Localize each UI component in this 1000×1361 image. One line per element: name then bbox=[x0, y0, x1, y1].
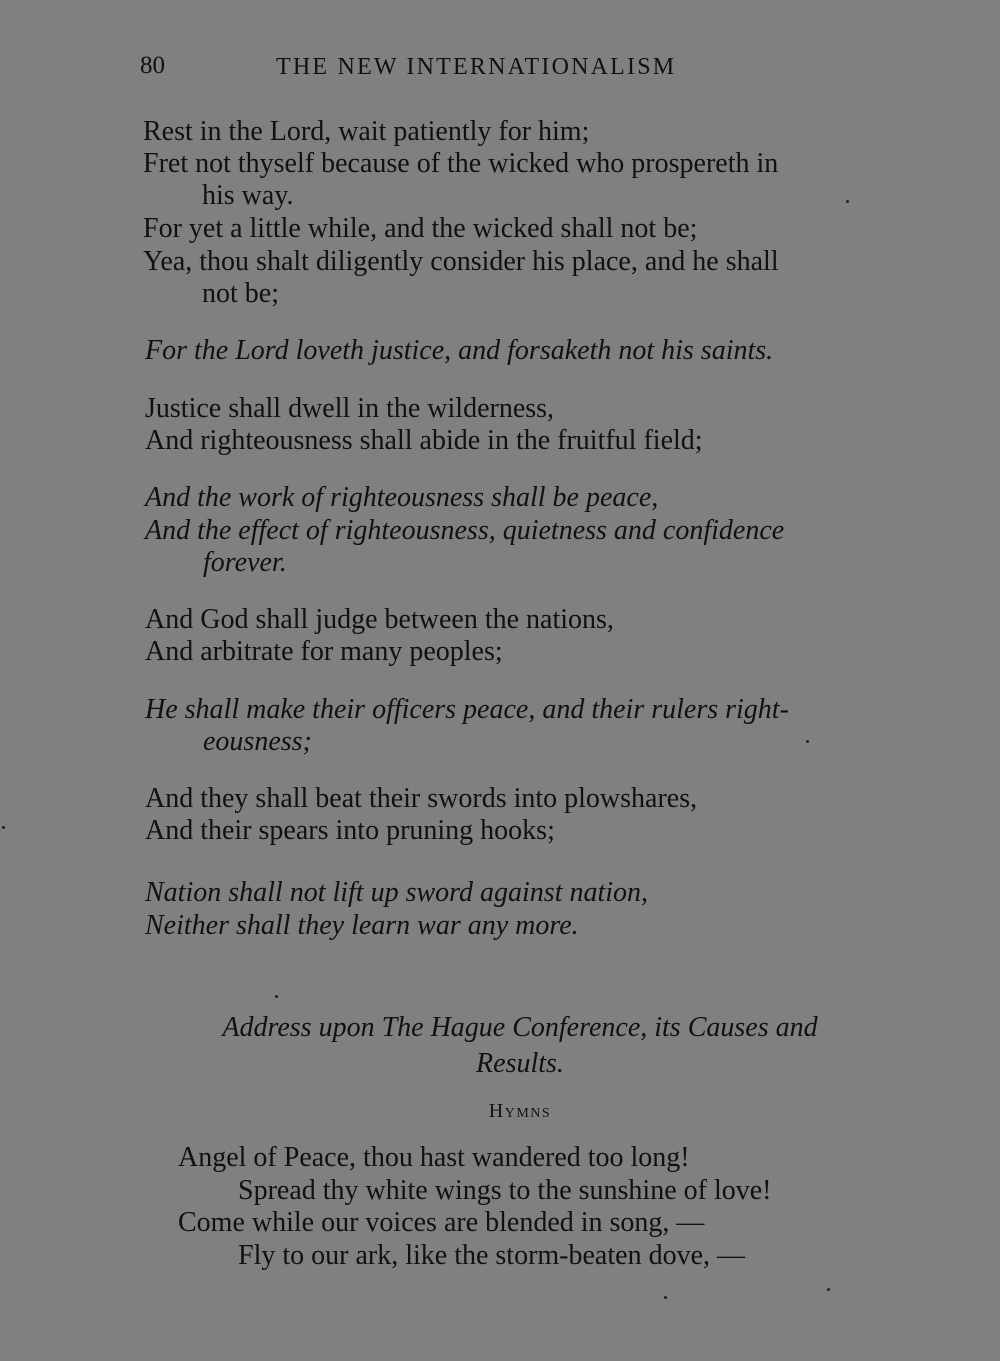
hymn-line-indented: Fly to our ark, like the storm-beaten dove, — bbox=[238, 1240, 745, 1271]
verse-line-italic: Neither shall they learn war any more. bbox=[145, 910, 579, 941]
verse-line: Fret not thyself because of the wicked who prospereth in bbox=[143, 148, 779, 179]
verse-line-continuation: not be; bbox=[202, 278, 279, 309]
verse-line: And God shall judge between the nations, bbox=[145, 604, 614, 635]
verse-line-italic: For the Lord loveth justice, and forsaketh not his saints. bbox=[145, 335, 774, 366]
verse-line: Yea, thou shalt diligently consider his place, and he shall bbox=[143, 246, 779, 277]
hymn-line-indented: Spread thy white wings to the sunshine of love! bbox=[238, 1175, 772, 1206]
verse-line-italic: Nation shall not lift up sword against nation, bbox=[145, 877, 649, 908]
print-speck bbox=[664, 1296, 667, 1299]
running-title: THE NEW INTERNATIONALISM bbox=[276, 54, 677, 80]
print-speck bbox=[806, 740, 809, 743]
verse-line: Rest in the Lord, wait patiently for him; bbox=[143, 116, 590, 147]
hymn-line: Come while our voices are blended in song, — bbox=[178, 1207, 705, 1238]
print-speck bbox=[827, 1288, 830, 1291]
address-title-line: Address upon The Hague Conference, its Causes and bbox=[222, 1012, 818, 1043]
verse-line: Justice shall dwell in the wilderness, bbox=[145, 393, 555, 424]
hymns-heading: Hymns bbox=[488, 1100, 552, 1122]
page-header bbox=[140, 52, 760, 86]
verse-line: And righteousness shall abide in the fruitful field; bbox=[145, 425, 703, 456]
hymn-line: Angel of Peace, thou hast wandered too long! bbox=[178, 1142, 690, 1173]
print-speck bbox=[846, 200, 849, 203]
verse-line-italic: He shall make their officers peace, and their rulers right- bbox=[145, 694, 789, 725]
verse-line: For yet a little while, and the wicked shall not be; bbox=[143, 213, 698, 244]
verse-line: And arbitrate for many peoples; bbox=[145, 636, 503, 667]
verse-line-italic: And the work of righteousness shall be peace, bbox=[145, 482, 659, 513]
print-speck bbox=[275, 995, 278, 998]
print-speck bbox=[2, 826, 5, 829]
verse-line-continuation: eousness; bbox=[203, 726, 312, 757]
address-title-line: Results. bbox=[476, 1048, 564, 1079]
verse-line-continuation: forever. bbox=[203, 547, 287, 578]
verse-line: And their spears into pruning hooks; bbox=[145, 815, 555, 846]
verse-line-italic: And the effect of righteousness, quietness and confidence bbox=[145, 515, 785, 546]
page-number: 80 bbox=[140, 52, 165, 79]
verse-line-continuation: his way. bbox=[202, 180, 294, 211]
verse-line: And they shall beat their swords into plowshares, bbox=[145, 783, 698, 814]
